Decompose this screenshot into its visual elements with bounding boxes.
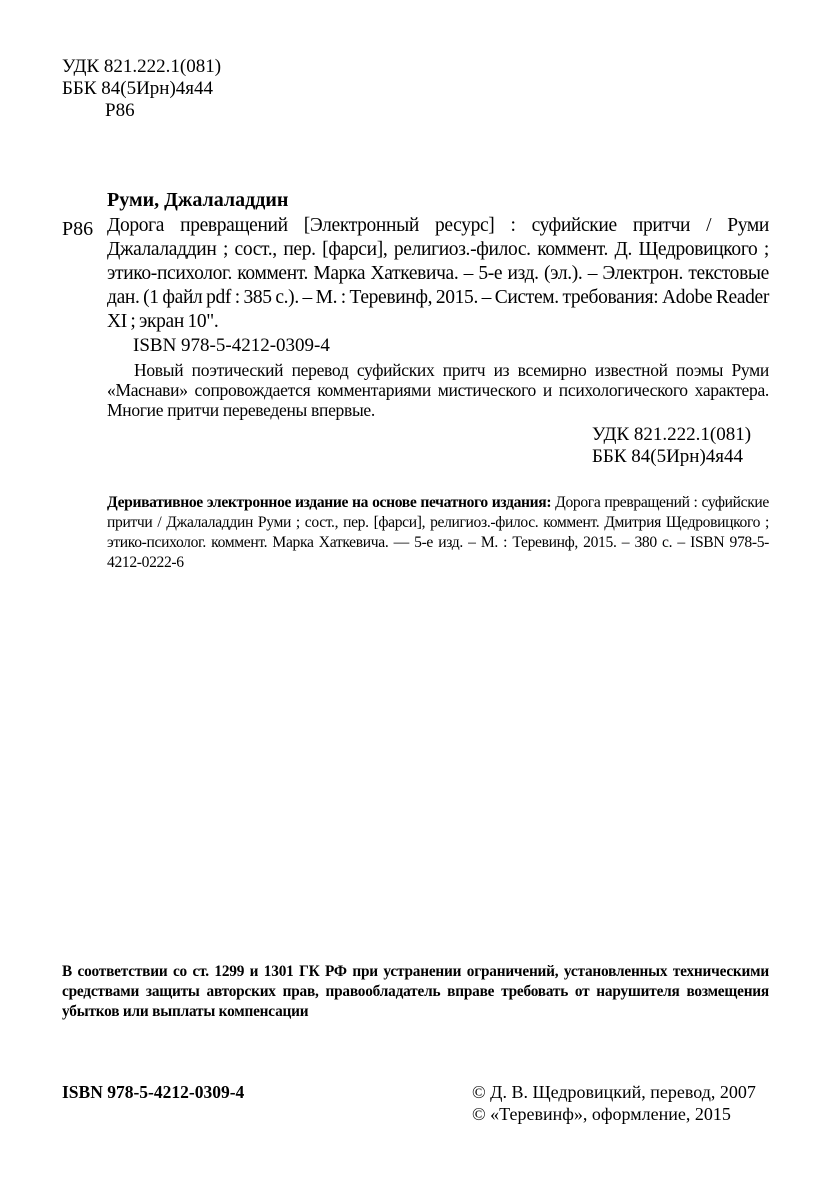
record-isbn: ISBN 978-5-4212-0309-4 (133, 335, 330, 356)
copyright-translation: © Д. В. Щедровицкий, перевод, 2007 (472, 1082, 756, 1102)
derivative-text: Дорога превращений : суфийские притчи / Джалаладдин Руми ; сост., пер. [фарси], религиоз.-филос. коммент. Дмитрия Щедровицкого ; этико-психолог. коммент. Марка Хаткевича. — 5-е изд. – М. : Теревинф, 2015. – 380 с. – ISBN 978-5-4212-0222-6 (107, 494, 769, 571)
udk-code: УДК 821.222.1(081) (62, 56, 222, 77)
bbk-code: ББК 84(5Ирн)4я44 (62, 78, 214, 99)
legal-notice: В соответствии со ст. 1299 и 1301 ГК РФ при устранении ограничений, установленных техническими средствами защиты авторских прав, правообладатель вправе требовать от нарушителя возмещения убытков или выплаты компенсации (62, 963, 769, 1020)
record-author-mark: Р86 (62, 218, 94, 240)
derivative-lead: Деривативное электронное издание на основе печатного издания: (107, 494, 552, 511)
author-mark: Р86 (105, 100, 135, 121)
derivative-edition-note (107, 493, 769, 573)
copyright-block (472, 1081, 756, 1125)
bbk-code-right: ББК 84(5Ирн)4я44 (592, 446, 744, 467)
author-heading: Руми, Джалаладдин (107, 189, 289, 211)
udk-code-right: УДК 821.222.1(081) (592, 424, 752, 445)
classification-block-right (592, 424, 751, 468)
bibliographic-record: Дорога превращений [Электронный ресурс] : суфийские притчи / Руми Джалаладдин ; сост., пер. [фарси], религиоз.-филос. коммент. Д. Щедровицкого ; этико-психолог. коммент. Марка Хаткевича. – 5-е изд. (эл.). – Электрон. текстовые дан. (1 файл pdf : 385 с.). – М. : Теревинф, 2015. – Систем. требования: Adobe Reader XI ; экран 10". (107, 215, 769, 332)
copyright-design: © «Теревинф», оформление, 2015 (472, 1104, 731, 1124)
footer-isbn: ISBN 978-5-4212-0309-4 (62, 1082, 245, 1102)
annotation: Новый поэтический перевод суфийских притч из всемирно известной поэмы Руми «Маснави» сопровождается комментариями мистического и психологического характера. Многие притчи переведены впервые. (107, 360, 769, 420)
classification-block-top (62, 56, 221, 122)
